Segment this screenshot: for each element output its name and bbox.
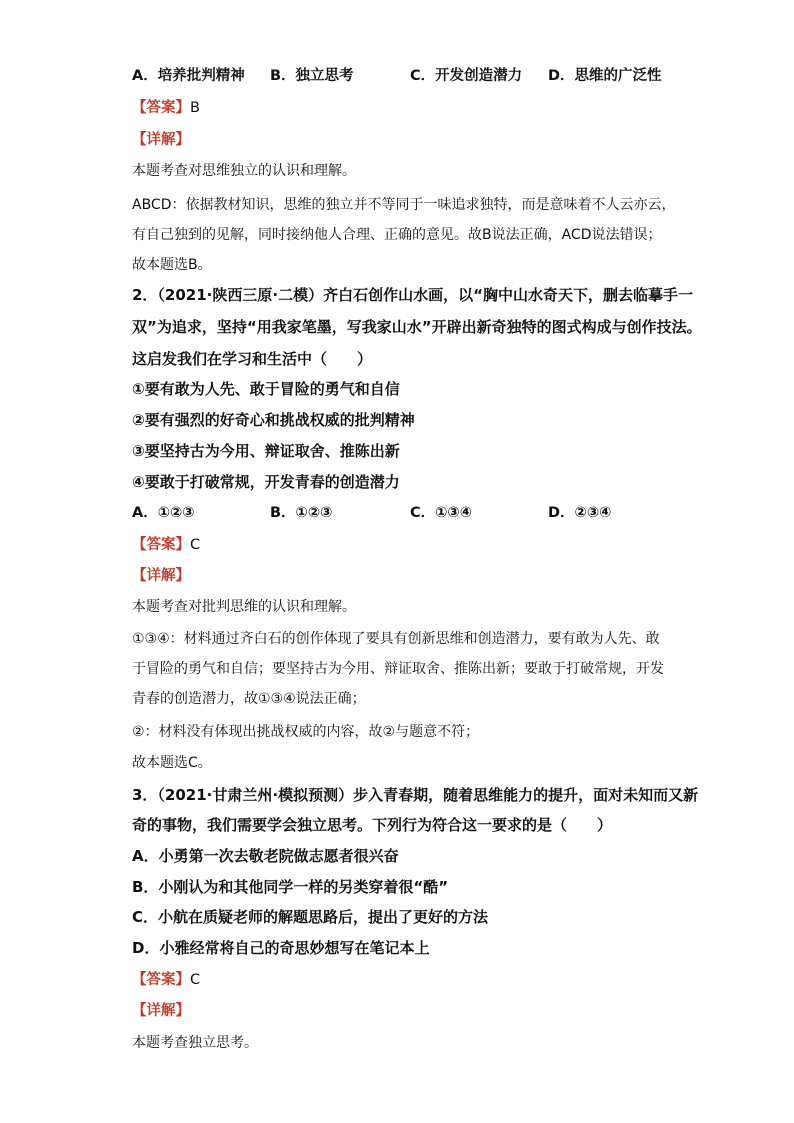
q2-explain-line: 青春的创造潜力，故①③④说法正确；	[132, 691, 366, 707]
q2-stem-line: 双”为追求，坚持“用我家笔墨，写我家山水”开辟出新奇独特的图式构成与创作技法。	[132, 318, 702, 336]
q1-detail-label: 【详解】	[132, 132, 190, 148]
q2-explain-line: 本题考查对批判思维的认识和理解。	[132, 599, 356, 615]
q3-stem-line: 3．（2021·甘肃兰州·模拟预测）步入青春期，随着思维能力的提升，面对未知而又新	[132, 786, 699, 804]
q1-explain-line: 故本题选B。	[132, 257, 212, 273]
q2-item: ③要坚持古为今用、辩证取舍、推陈出新	[132, 442, 400, 460]
q2-answer	[132, 535, 200, 555]
q2-explain-line: 于冒险的勇气和自信；要坚持古为今用、辩证取舍、推陈出新；要敢于打破常规，开发	[132, 661, 664, 677]
answer-label: 【答案】	[132, 972, 190, 988]
q1-explain-line: 本题考查对思维独立的认识和理解。	[132, 163, 356, 179]
answer-label: 【答案】	[132, 537, 190, 553]
q3-explain-line: 本题考查独立思考。	[132, 1035, 258, 1051]
q2-item: ①要有敢为人先、敢于冒险的勇气和自信	[132, 380, 400, 398]
q1-option-a: A．培养批判精神	[132, 68, 245, 84]
q3-answer	[132, 970, 200, 990]
q1-option-b: B．独立思考	[270, 68, 354, 84]
q2-explain-line: ②：材料没有体现出挑战权威的内容，故②与题意不符；	[132, 724, 480, 740]
q2-explain-line: ①③④：材料通过齐白石的创作体现了要具有创新思维和创造潜力，要有敢为人先、敢	[132, 631, 660, 647]
q2-item: ②要有强烈的好奇心和挑战权威的批判精神	[132, 411, 415, 429]
q2-explain-line: 故本题选C。	[132, 755, 212, 771]
q3-stem-line: 奇的事物，我们需要学会独立思考。下列行为符合这一要求的是（ ）	[132, 816, 613, 834]
q3-option-a: A．小勇第一次去敬老院做志愿者很兴奋	[132, 847, 399, 865]
q2-stem-line: 这启发我们在学习和生活中（ ）	[132, 350, 373, 368]
q3-option-b: B．小刚认为和其他同学一样的另类穿着很“酷”	[132, 878, 449, 896]
q1-answer	[132, 98, 200, 118]
q2-option-d: D．②③④	[548, 505, 612, 521]
answer-value: B	[190, 100, 200, 116]
q2-options	[132, 503, 672, 523]
q1-options	[132, 66, 672, 86]
q3-detail-label: 【详解】	[132, 1003, 190, 1019]
answer-label: 【答案】	[132, 100, 190, 116]
q1-explain-line: 有自己独到的见解，同时接纳他人合理、正确的意见。故B说法正确，ACD说法错误；	[132, 227, 662, 243]
q1-option-d: D．思维的广泛性	[548, 68, 662, 84]
q1-explain-line: ABCD：依据教材知识，思维的独立并不等同于一味追求独特，而是意味着不人云亦云，	[132, 197, 676, 213]
q1-option-c: C．开发创造潜力	[410, 68, 523, 84]
answer-value: C	[190, 972, 201, 988]
q2-option-c: C．①③④	[410, 505, 472, 521]
q2-option-a: A．①②③	[132, 505, 195, 521]
q3-option-d: D．小雅经常将自己的奇思妙想写在笔记本上	[132, 939, 430, 957]
q2-option-b: B．①②③	[270, 505, 333, 521]
q3-option-c: C．小航在质疑老师的解题思路后，提出了更好的方法	[132, 908, 489, 926]
q2-stem-line: 2．（2021·陕西三原·二模）齐白石创作山水画，以“胸中山水奇天下，删去临摹手一	[132, 286, 693, 304]
q2-item: ④要敢于打破常规，开发青春的创造潜力	[132, 473, 400, 491]
answer-value: C	[190, 537, 201, 553]
q2-detail-label: 【详解】	[132, 568, 190, 584]
